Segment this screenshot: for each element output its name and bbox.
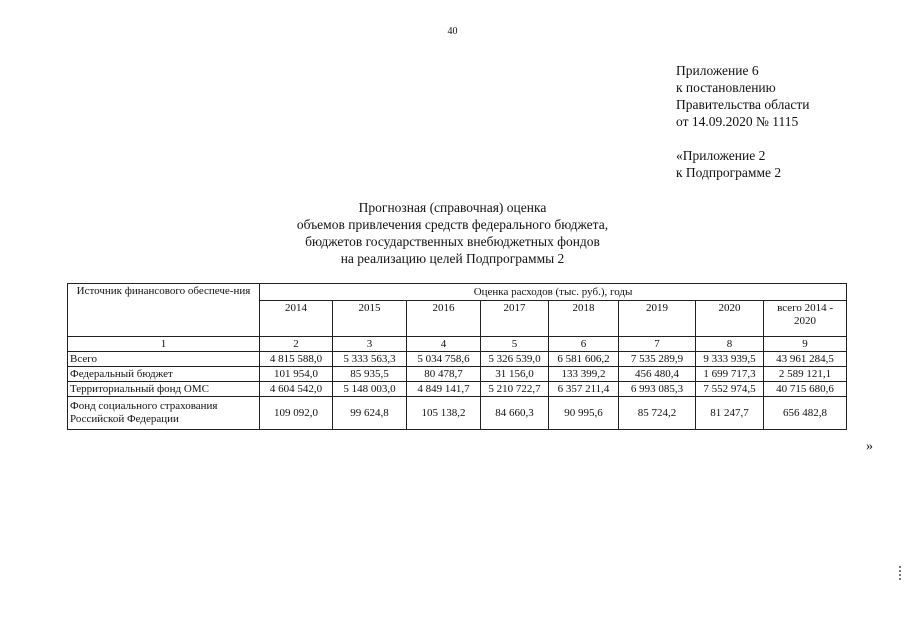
table-cell: 1 699 717,3 [696, 367, 764, 382]
table-cell: 31 156,0 [481, 367, 549, 382]
column-number: 9 [764, 337, 847, 352]
year-header: 2015 [333, 301, 407, 337]
row-source: Федеральный бюджет [68, 367, 260, 382]
table-cell: 456 480,4 [619, 367, 696, 382]
table-row [68, 367, 847, 382]
appendix-line: к постановлению [676, 80, 776, 95]
table-row [68, 382, 847, 397]
table-cell: 4 604 542,0 [260, 382, 333, 397]
title-line: бюджетов государственных внебюджетных фондов [305, 234, 600, 249]
funding-table [67, 283, 847, 430]
column-number: 4 [407, 337, 481, 352]
table-cell: 99 624,8 [333, 397, 407, 430]
column-number: 1 [68, 337, 260, 352]
appendix-line: от 14.09.2020 № 1115 [676, 114, 799, 129]
appendix-subline: к Подпрограмме 2 [676, 165, 782, 180]
appendix-reference [676, 62, 809, 181]
table-cell: 656 482,8 [764, 397, 847, 430]
year-header: 2019 [619, 301, 696, 337]
appendix-subline: «Приложение 2 [676, 148, 766, 163]
table-cell: 4 849 141,7 [407, 382, 481, 397]
year-header: 2016 [407, 301, 481, 337]
table-cell: 5 333 563,3 [333, 352, 407, 367]
column-number: 3 [333, 337, 407, 352]
table-row [68, 352, 847, 367]
table-cell: 85 935,5 [333, 367, 407, 382]
row-source: Всего [68, 352, 260, 367]
year-header: 2014 [260, 301, 333, 337]
table-cell: 85 724,2 [619, 397, 696, 430]
table-cell: 90 995,6 [549, 397, 619, 430]
expenses-group-header: Оценка расходов (тыс. руб.), годы [260, 284, 847, 301]
table-cell: 80 478,7 [407, 367, 481, 382]
scan-edge-mark [899, 566, 901, 580]
appendix-spacer [676, 130, 809, 147]
table-cell: 9 333 939,5 [696, 352, 764, 367]
column-number: 7 [619, 337, 696, 352]
document-title [0, 199, 905, 267]
row-source: Фонд социального страхования Российской Федерации [68, 397, 260, 430]
table-cell: 5 326 539,0 [481, 352, 549, 367]
source-header-cell: Источник финансового обеспече-ния [68, 284, 260, 337]
table-cell: 4 815 588,0 [260, 352, 333, 367]
column-number: 6 [549, 337, 619, 352]
table-cell: 84 660,3 [481, 397, 549, 430]
table-cell: 6 993 085,3 [619, 382, 696, 397]
column-number: 8 [696, 337, 764, 352]
appendix-line: Приложение 6 [676, 63, 759, 78]
table-cell: 5 034 758,6 [407, 352, 481, 367]
column-number: 5 [481, 337, 549, 352]
table-cell: 6 357 211,4 [549, 382, 619, 397]
title-line: Прогнозная (справочная) оценка [358, 200, 547, 215]
table-cell: 109 092,0 [260, 397, 333, 430]
appendix-line: Правительства области [676, 97, 810, 112]
table-cell: 7 552 974,5 [696, 382, 764, 397]
year-header: 2020 [696, 301, 764, 337]
page-number: 40 [447, 26, 458, 37]
table-cell: 81 247,7 [696, 397, 764, 430]
table-cell: 105 138,2 [407, 397, 481, 430]
table-cell: 133 399,2 [549, 367, 619, 382]
table-cell: 6 581 606,2 [549, 352, 619, 367]
title-line: на реализацию целей Подпрограммы 2 [340, 251, 565, 266]
table-cell: 101 954,0 [260, 367, 333, 382]
title-line: объемов привлечения средств федерального бюджета, [296, 217, 609, 232]
table-cell: 5 148 003,0 [333, 382, 407, 397]
total-header: всего 2014 - 2020 [764, 301, 847, 337]
closing-quote: » [866, 439, 873, 454]
table-cell: 7 535 289,9 [619, 352, 696, 367]
table-cell: 43 961 284,5 [764, 352, 847, 367]
table-cell: 2 589 121,1 [764, 367, 847, 382]
table-cell: 5 210 722,7 [481, 382, 549, 397]
year-header: 2017 [481, 301, 549, 337]
column-number: 2 [260, 337, 333, 352]
table-row [68, 397, 847, 430]
year-header: 2018 [549, 301, 619, 337]
row-source: Территориальный фонд ОМС [68, 382, 260, 397]
table-cell: 40 715 680,6 [764, 382, 847, 397]
